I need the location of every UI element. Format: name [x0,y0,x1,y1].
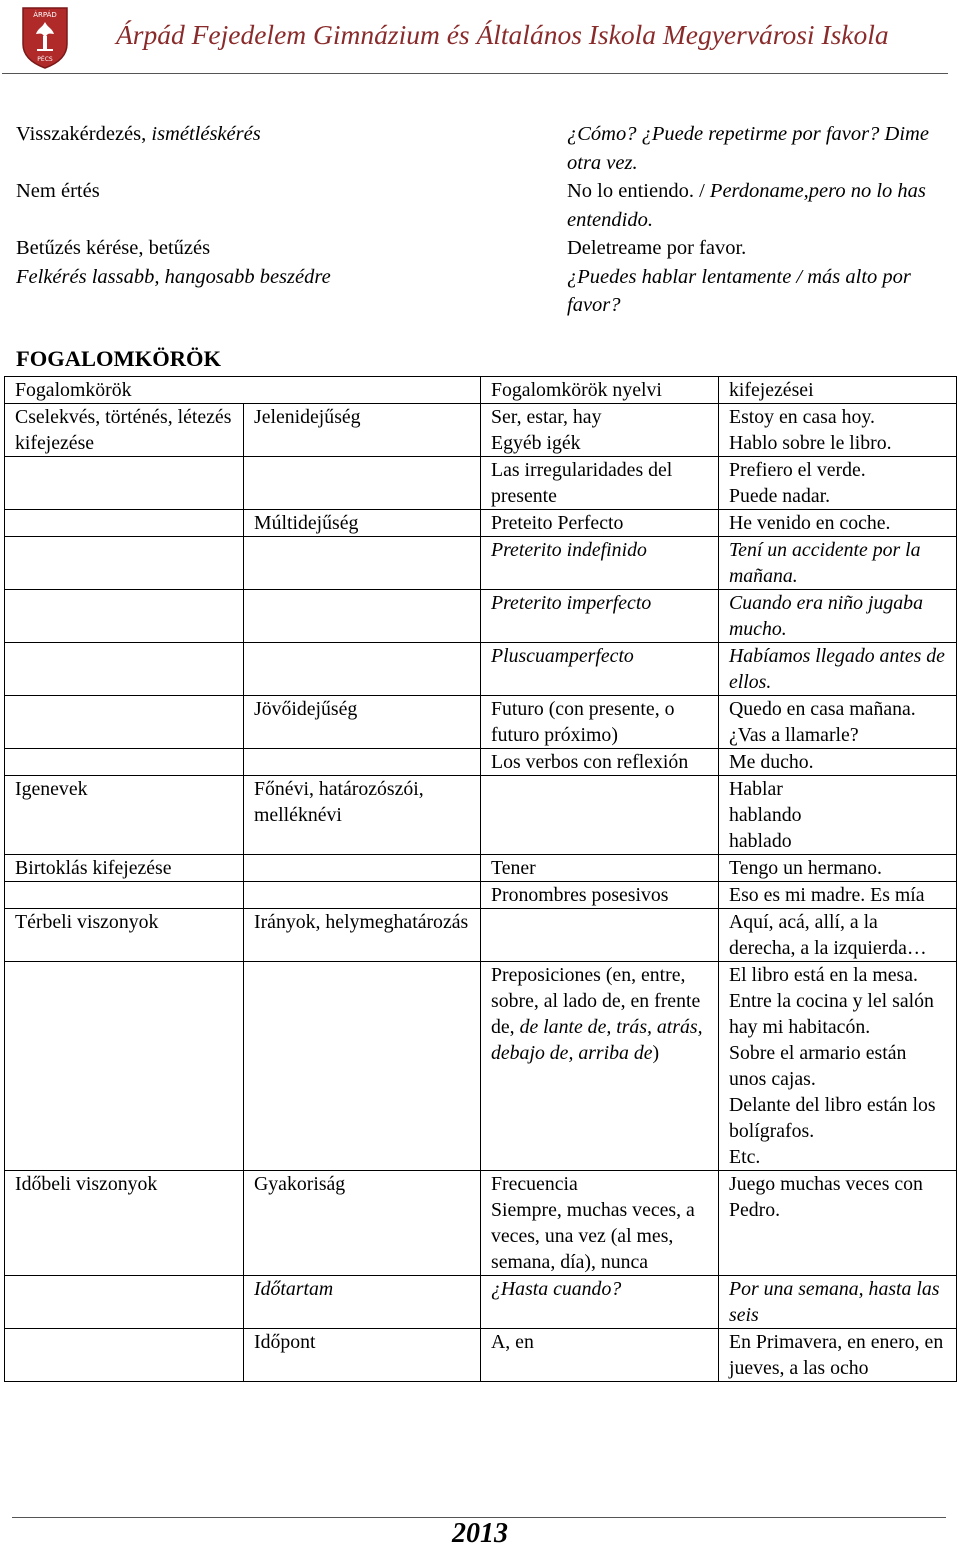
table-row-cell-4: Prefiero el verde. Puede nadar. [719,457,957,510]
table-row-cell-1: Térbeli viszonyok [5,909,244,962]
table-row-cell-3: A, en [481,1329,719,1382]
table-header-row [5,377,957,404]
svg-text:PÉCS: PÉCS [37,56,53,63]
table-row-cell-4: Quedo en casa mañana. ¿Vas a llamarle? [719,696,957,749]
table-row-cell-1 [5,749,244,776]
phrase-hu-1-italic: ismétléskérés [151,123,261,145]
table-row-cell-2 [244,537,481,590]
phrase-hu-4: Felkérés lassabb, hangosabb beszédre [16,265,331,288]
footer-year: 2013 [452,1518,508,1549]
phrase-es-1: ¿Cómo? ¿Puede repetirme por favor? Dime otra vez. [567,123,929,174]
table-row-cell-4: Tengo un hermano. [719,855,957,882]
table-row-cell-3: Preterito indefinido [481,537,719,590]
table-row-cell-2 [244,882,481,909]
table-row [5,537,957,590]
table-row-cell-1 [5,510,244,537]
table-row [5,457,957,510]
table-row-cell-4: Cuando era niño jugaba mucho. [719,590,957,643]
table-row-cell-4: Habíamos llegado antes de ellos. [719,643,957,696]
table-row-cell-3 [481,909,719,962]
table-row-cell-1: Időbeli viszonyok [5,1171,244,1276]
table-row-cell-2 [244,962,481,1171]
table-row-cell-1 [5,537,244,590]
table-row-cell-2: Irányok, helymeghatározás [244,909,481,962]
table-row-cell-1 [5,590,244,643]
table-row-cell-1 [5,457,244,510]
table-header-row-cell-2 [244,377,481,404]
table-row-cell-2 [244,457,481,510]
table-row-cell-1: Igenevek [5,776,244,855]
table-row-cell-2 [244,749,481,776]
header-divider [2,73,948,74]
section-title: FOGALOMKÖRÖK [16,346,221,371]
table-row-cell-3: Preteito Perfecto [481,510,719,537]
table-row [5,882,957,909]
table-row-cell-4: El libro está en la mesa. Entre la cocina y lel salón hay mi habitacón. Sobre el armario están unos cajas. Delante del libro están los bolígrafos. Etc. [719,962,957,1171]
table-row-cell-1 [5,1329,244,1382]
table-row [5,776,957,855]
table-row-cell-3: Ser, estar, hay Egyéb igék [481,404,719,457]
table-row-cell-3: ¿Hasta cuando? [481,1276,719,1329]
table-row-cell-2: Főnévi, határozószói, melléknévi [244,776,481,855]
svg-text:ÁRPÁD: ÁRPÁD [33,11,57,19]
table-row-cell-4: Juego muchas veces con Pedro. [719,1171,957,1276]
phrase-list-spanish [567,120,952,320]
table-row-cell-2: Időtartam [244,1276,481,1329]
school-name: Árpád Fejedelem Gimnázium és Általános Iskola Megyervárosi Iskola [116,19,889,50]
table-row [5,855,957,882]
table-row [5,749,957,776]
table-row-cell-3: Pronombres posesivos [481,882,719,909]
school-crest-icon [20,4,70,70]
table-header-row-cell-4: kifejezései [719,377,957,404]
table-row-cell-2 [244,643,481,696]
phrase-hu-1: Visszakérdezés, ismétléskérés [16,123,261,145]
table-row-cell-2: Gyakoriság [244,1171,481,1276]
table-row-cell-4: He venido en coche. [719,510,957,537]
table-row-cell-1 [5,962,244,1171]
table-row-cell-4: Por una semana, hasta las seis [719,1276,957,1329]
table-row-cell-3: Futuro (con presente, o futuro próximo) [481,696,719,749]
table-row [5,909,957,962]
phrase-hu-3: Betűzés kérése, betűzés [16,237,211,259]
table-row-cell-4: En Primavera, en enero, en jueves, a las ocho [719,1329,957,1382]
table-row-cell-2: Időpont [244,1329,481,1382]
table-row-cell-3: Tener [481,855,719,882]
table-row-cell-2: Múltidejűség [244,510,481,537]
table-row-cell-4: Me ducho. [719,749,957,776]
table-row-cell-4: Eso es mi madre. Es mía [719,882,957,909]
phrase-es-2: No lo entiendo. / Perdoname,pero no lo has entendido. [567,180,926,231]
table-row [5,696,957,749]
table-row-cell-3: Frecuencia Siempre, muchas veces, a veces, una vez (al mes, semana, día), nunca [481,1171,719,1276]
table-row [5,590,957,643]
table-row [5,1329,957,1382]
phrase-es-4: ¿Puedes hablar lentamente / más alto por favor? [567,265,911,316]
table-row [5,962,957,1171]
table-row-cell-4: Hablar hablando hablado [719,776,957,855]
table-row-cell-3: Preterito imperfecto [481,590,719,643]
table-row-cell-3: Los verbos con reflexión [481,749,719,776]
table-row-cell-4: Tení un accidente por la mañana. [719,537,957,590]
phrase-list-hungarian [16,120,536,291]
table-row-cell-4: Estoy en casa hoy. Hablo sobre le libro. [719,404,957,457]
phrase-es-3: Deletreame por favor. [567,237,747,259]
table-row-cell-2: Jövőidejűség [244,696,481,749]
table-row [5,510,957,537]
table-row-cell-2 [244,855,481,882]
phrase-hu-2: Nem értés [16,180,100,202]
table-header-row-cell-3: Fogalomkörök nyelvi [481,377,719,404]
table-row-cell-3: Las irregularidades del presente [481,457,719,510]
table-row-cell-1 [5,643,244,696]
page-header [0,0,960,76]
table-row-cell-4: Aquí, acá, allí, a la derecha, a la izquierda… [719,909,957,962]
table-row-cell-3: Preposiciones (en, entre, sobre, al lado de, en frente de, de lante de, trás, atrás, debajo de, arriba de) [481,962,719,1171]
concepts-table [4,376,957,1382]
table-row [5,1171,957,1276]
table-row [5,404,957,457]
table-row-cell-1 [5,1276,244,1329]
table-row-cell-3: Pluscuamperfecto [481,643,719,696]
table-row-cell-1 [5,696,244,749]
table-header-row-cell-1: Fogalomkörök [5,377,244,404]
table-row-cell-1 [5,882,244,909]
table-row-cell-1: Birtoklás kifejezése [5,855,244,882]
table-row-cell-1: Cselekvés, történés, létezés kifejezése [5,404,244,457]
table-row-cell-3 [481,776,719,855]
table-row [5,643,957,696]
table-row-cell-2 [244,590,481,643]
table-row-cell-2: Jelenidejűség [244,404,481,457]
table-row [5,1276,957,1329]
